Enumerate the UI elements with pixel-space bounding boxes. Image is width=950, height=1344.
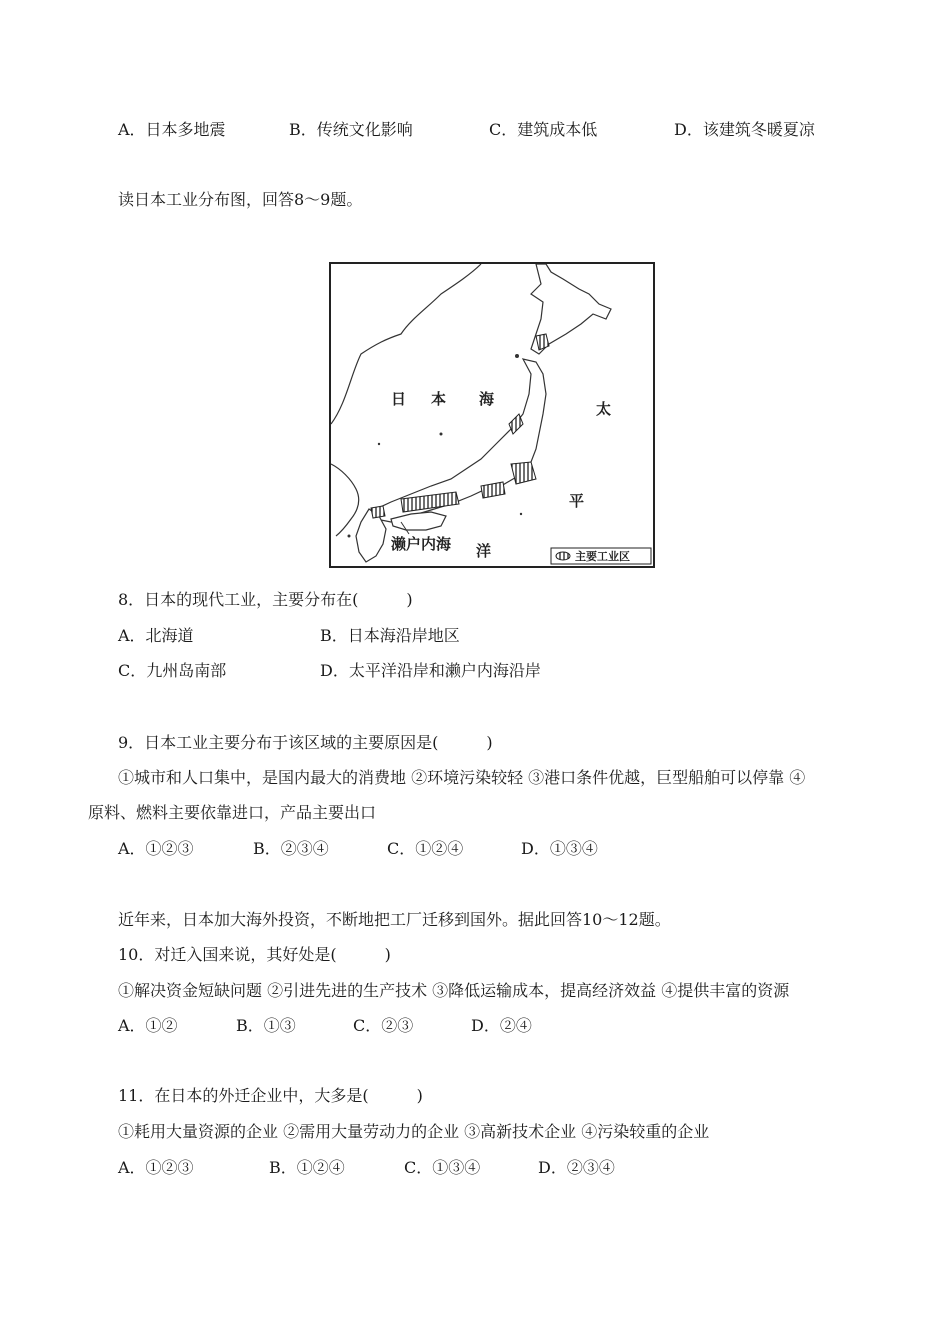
q8-option-c: C．九州岛南部 xyxy=(118,661,227,680)
japan-industry-map xyxy=(329,262,655,568)
q8-stem: 8．日本的现代工业，主要分布在( ) xyxy=(118,590,413,609)
industrial-zone-kitakyushu xyxy=(371,506,385,518)
q11-option-b: B．①②④ xyxy=(269,1158,345,1177)
industrial-zone-tokyo xyxy=(511,462,536,484)
q7-option-b: B．传统文化影响 xyxy=(289,120,413,139)
island-dot xyxy=(348,535,351,538)
label-seto-inland-sea: 濑户内海 xyxy=(391,535,452,553)
q8-option-b: B．日本海沿岸地区 xyxy=(320,626,460,645)
q10-option-a: A．①② xyxy=(118,1016,178,1035)
q9-body-line1: ①城市和人口集中，是国内最大的消费地 ②环境污染较轻 ③港口条件优越，巨型船舶可以停靠 ④ xyxy=(118,768,806,787)
label-pacific-3: 洋 xyxy=(476,542,492,560)
map-drawing xyxy=(331,264,653,566)
q10-stem: 10．对迁入国来说，其好处是( ) xyxy=(118,945,391,964)
honshu xyxy=(376,359,546,522)
q11-option-a: A．①②③ xyxy=(118,1158,194,1177)
q11-body: ①耗用大量资源的企业 ②需用大量劳动力的企业 ③高新技术企业 ④污染较重的企业 xyxy=(118,1122,710,1141)
island-dot xyxy=(515,354,519,358)
island-dot xyxy=(520,513,522,515)
legend-label: 主要工业区 xyxy=(575,550,630,563)
label-sea-of-japan-2: 本 xyxy=(431,390,447,408)
q9-body-line2: 原料、燃料主要依靠进口，产品主要出口 xyxy=(88,803,377,822)
q10-body: ①解决资金短缺问题 ②引进先进的生产技术 ③降低运输成本，提高经济效益 ④提供丰富的资源 xyxy=(118,981,790,1000)
label-sea-of-japan-3: 海 xyxy=(479,390,495,408)
q10-option-b: B．①③ xyxy=(236,1016,296,1035)
q7-option-d: D．该建筑冬暖夏凉 xyxy=(674,120,815,139)
q9-option-c: C．①②④ xyxy=(387,839,464,858)
q11-stem: 11．在日本的外迁企业中，大多是( ) xyxy=(118,1086,423,1105)
q9-option-d: D．①③④ xyxy=(521,839,598,858)
q7-option-c: C．建筑成本低 xyxy=(489,120,598,139)
island-dot xyxy=(378,443,380,445)
q8-option-a: A．北海道 xyxy=(118,626,194,645)
q9-option-b: B．②③④ xyxy=(253,839,329,858)
korea-coast xyxy=(331,464,359,536)
q11-option-c: C．①③④ xyxy=(404,1158,481,1177)
q7-option-a: A．日本多地震 xyxy=(118,120,226,139)
q11-option-d: D．②③④ xyxy=(538,1158,615,1177)
label-sea-of-japan-1: 日 xyxy=(391,390,407,408)
intro-8-9: 读日本工业分布图，回答8～9题。 xyxy=(118,190,363,209)
intro-10-12: 近年来，日本加大海外投资，不断地把工厂迁移到国外。据此回答10～12题。 xyxy=(118,910,671,929)
q9-stem: 9．日本工业主要分布于该区域的主要原因是( ) xyxy=(118,733,493,752)
label-pacific-2: 平 xyxy=(569,492,585,510)
q8-option-d: D．太平洋沿岸和濑户内海沿岸 xyxy=(320,661,541,680)
legend-hatch-icon xyxy=(556,552,570,560)
q10-option-c: C．②③ xyxy=(353,1016,414,1035)
q9-option-a: A．①②③ xyxy=(118,839,194,858)
label-pacific-1: 太 xyxy=(596,400,612,418)
island-dot xyxy=(440,433,443,436)
q10-option-d: D．②④ xyxy=(471,1016,532,1035)
